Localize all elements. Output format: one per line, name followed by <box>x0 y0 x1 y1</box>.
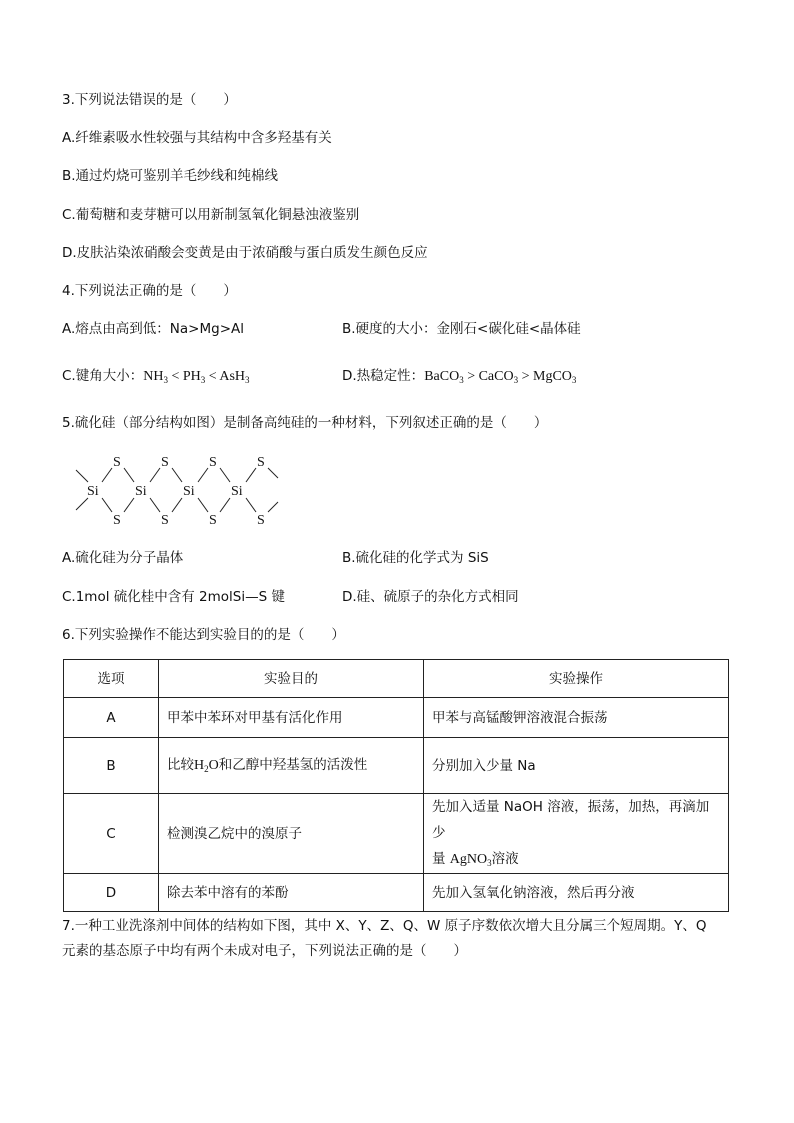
row-b-option: B <box>64 738 159 794</box>
q7-stem-line1: 7.一种工业洗涤剂中间体的结构如下图，其中 X、Y、Z、Q、W 原子序数依次增大且分属三个短周期。Y、Q <box>62 918 707 934</box>
q4-option-a: A.熔点由高到低：Na>Mg>Al <box>62 321 244 337</box>
row-c-operation-line1: 先加入适量 NaOH 溶液，振荡，加热，再滴加少 <box>432 799 710 841</box>
q4-stem: 4.下列说法正确的是（ ） <box>62 283 237 299</box>
q3-stem: 3.下列说法错误的是（ ） <box>62 92 237 108</box>
header-goal: 实验目的 <box>159 660 424 698</box>
s-atom-bottom-1: S <box>113 513 121 528</box>
si-atom-2: Si <box>135 484 147 499</box>
q5-option-b: B.硫化硅的化学式为 SiS <box>342 550 489 566</box>
row-c-operation <box>424 794 729 874</box>
table-header-row <box>64 660 729 698</box>
s-atom-top-3: S <box>209 455 217 470</box>
silicon-sulfide-structure-diagram <box>68 450 288 530</box>
row-d-operation: 先加入氢氧化钠溶液，然后再分液 <box>424 874 729 912</box>
row-c-op-prefix: 量 <box>432 851 446 867</box>
q4-option-c <box>62 367 250 386</box>
table-row <box>64 698 729 738</box>
q4-option-b: B.硬度的大小：金刚石<碳化硅<晶体硅 <box>342 321 581 337</box>
row-c-operation-line2 <box>432 846 720 873</box>
q3-option-a: A.纤维素吸水性较强与其结构中含多羟基有关 <box>62 130 332 146</box>
row-a-operation: 甲苯与高锰酸钾溶液混合振荡 <box>424 698 729 738</box>
row-c-op-suffix: 溶液 <box>491 851 519 867</box>
row-b-goal <box>159 738 424 794</box>
s-atom-top-4: S <box>257 455 265 470</box>
row-b-goal-suffix: 和乙醇中羟基氢的活泼性 <box>218 757 368 773</box>
table-row <box>64 874 729 912</box>
q5-stem: 5.硫化硅（部分结构如图）是制备高纯硅的一种材料，下列叙述正确的是（ ） <box>62 415 548 431</box>
q4-option-d-prefix: D.热稳定性： <box>342 368 425 384</box>
s-atom-bottom-3: S <box>209 513 217 528</box>
q3-option-b: B.通过灼烧可鉴别羊毛纱线和纯棉线 <box>62 168 279 184</box>
s-atom-bottom-2: S <box>161 513 169 528</box>
si-atom-3: Si <box>183 484 195 499</box>
row-d-option: D <box>64 874 159 912</box>
q4-option-d <box>342 367 576 386</box>
q3-option-c: C.葡萄糖和麦芽糖可以用新制氢氧化铜悬浊液鉴别 <box>62 207 360 223</box>
row-a-option: A <box>64 698 159 738</box>
water-formula: $H_2O$ <box>194 758 219 774</box>
si-atom-1: Si <box>87 484 99 499</box>
q3-option-d: D.皮肤沾染浓硝酸会变黄是由于浓硝酸与蛋白质发生颜色反应 <box>62 245 428 261</box>
row-d-goal: 除去苯中溶有的苯酚 <box>159 874 424 912</box>
s-atom-top-2: S <box>161 455 169 470</box>
si-atom-4: Si <box>231 484 243 499</box>
row-b-operation: 分别加入少量 Na <box>424 738 729 794</box>
header-option: 选项 <box>64 660 159 698</box>
row-c-goal: 检测溴乙烷中的溴原子 <box>159 794 424 874</box>
s-atom-bottom-4: S <box>257 513 265 528</box>
experiment-table <box>63 659 729 912</box>
q4-option-c-formula: $NH_3 < PH_3 < AsH_3$ <box>143 369 250 385</box>
q6-stem: 6.下列实验操作不能达到实验目的的是（ ） <box>62 627 345 643</box>
silver-nitrate-formula: AgNO$_3$ <box>449 852 492 868</box>
row-c-option: C <box>64 794 159 874</box>
table-row <box>64 738 729 794</box>
row-a-goal: 甲苯中苯环对甲基有活化作用 <box>159 698 424 738</box>
s-atom-top-1: S <box>113 455 121 470</box>
q4-option-c-prefix: C.键角大小： <box>62 368 144 384</box>
q4-option-d-formula: BaCO$_3$ > CaCO$_3$ > MgCO$_3$ <box>424 369 577 385</box>
q5-option-a: A.硫化硅为分子晶体 <box>62 550 184 566</box>
q7-stem-line2: 元素的基态原子中均有两个未成对电子，下列说法正确的是（ ） <box>62 943 467 959</box>
row-b-goal-prefix: 比较 <box>167 757 194 773</box>
table-row <box>64 794 729 874</box>
header-operation: 实验操作 <box>424 660 729 698</box>
q5-option-c: C.1mol 硫化桂中含有 2molSi—S 键 <box>62 589 285 605</box>
q5-option-d: D.硅、硫原子的杂化方式相同 <box>342 589 519 605</box>
